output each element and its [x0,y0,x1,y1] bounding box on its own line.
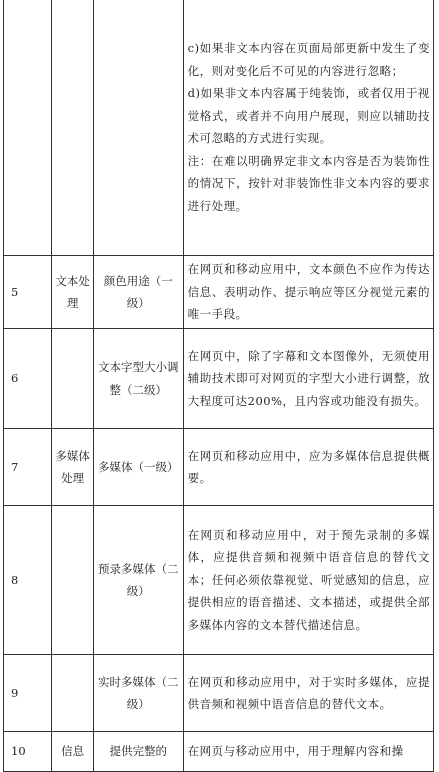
row-category [52,0,93,256]
row-number: 5 [4,256,52,329]
row-item: 颜色用途（一级） [93,256,183,329]
row-category [52,506,93,655]
row-category: 信息 [52,732,93,772]
table-row [4,506,434,655]
row-item: 预录多媒体（二级） [93,506,183,655]
row-description [183,732,433,772]
row-description [183,256,433,329]
row-description [183,429,433,506]
table-row [4,655,434,732]
row-number: 10 [4,732,52,772]
row-category [52,329,93,429]
table-row [4,329,434,429]
row-number: 9 [4,655,52,732]
desc-paragraph: 在网页与移动应用中，用于理解内容和操 [187,744,404,759]
desc-paragraph: d)如果非文本内容属于纯装饰，或者仅用于视觉格式，或者并不向用户展现，则应以辅助技术可忽略的方式进行实现。 [187,86,430,145]
row-number: 6 [4,329,52,429]
table-row [4,732,434,772]
row-category: 文本处理 [52,256,93,329]
row-item: 文本字型大小调整（二级） [93,329,183,429]
desc-paragraph: 在网页和移动应用中，对于实时多媒体，应提供音频和视频中语音信息的替代文本。 [187,674,430,711]
table-row [4,0,434,256]
desc-paragraph: 注：在难以明确界定非文本内容是否为装饰性的情况下，按针对非装饰性非文本内容的要求进行处理。 [187,153,430,213]
row-category [52,655,93,732]
row-category: 多媒体处理 [52,429,93,506]
desc-paragraph: 在网页中，除了字幕和文本图像外，无须使用辅助技术即可对网页的字型大小进行调整，放大程度可达200%，且内容或功能没有损失。 [187,348,430,408]
table-row [4,429,434,506]
desc-paragraph: 在网页和移动应用中，文本颜色不应作为传达信息、表明动作、提示响应等区分视觉元素的唯一手段。 [187,262,430,322]
row-item: 实时多媒体（二级） [93,655,183,732]
row-item: 多媒体（一级） [93,429,183,506]
row-item: 提供完整的 [93,732,183,772]
spec-table [3,0,434,772]
row-number [4,0,52,256]
table-row [4,256,434,329]
desc-paragraph: c)如果非文本内容在页面局部更新中发生了变化，则对变化后不可见的内容进行忽略； [187,41,430,78]
row-description [183,655,433,732]
row-number: 8 [4,506,52,655]
row-number: 7 [4,429,52,506]
desc-paragraph: 在网页和移动应用中，应为多媒体信息提供概要。 [187,448,430,485]
row-description [183,329,433,429]
row-item [93,0,183,256]
row-description [183,506,433,655]
desc-paragraph: 在网页和移动应用中，对于预先录制的多媒体，应提供音频和视频中语音信息的替代文本；任何必须依靠视觉、听觉感知的信息，应提供相应的语音描述、文本描述，或提供全部多媒体内容的文本替代描述信息。 [187,527,430,632]
row-description [183,0,433,256]
